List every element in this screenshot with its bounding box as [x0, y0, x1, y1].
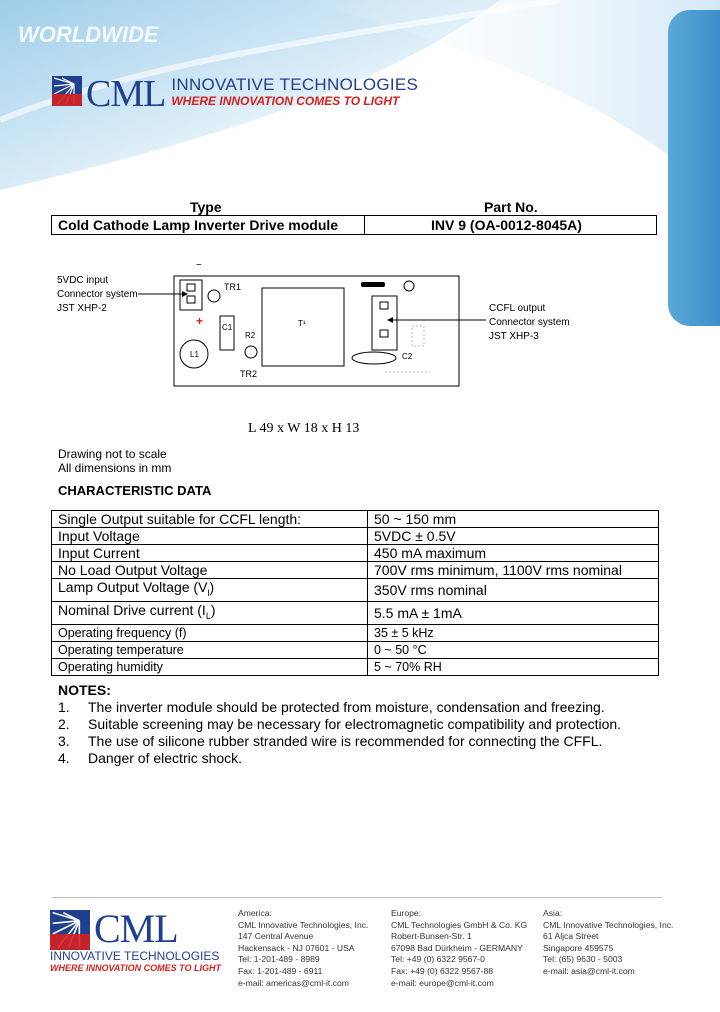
c1-label: C1 [222, 323, 233, 332]
small-component-1 [404, 281, 414, 291]
table-row [52, 601, 659, 624]
output-arrowhead [387, 317, 393, 323]
l1-label: L1 [190, 350, 199, 359]
char-label: Operating frequency (f) [52, 624, 368, 641]
tr1-component [208, 290, 220, 302]
table-row [52, 511, 659, 528]
output-label-line3: JST XHP-3 [489, 331, 539, 342]
characteristic-table [51, 510, 659, 676]
char-label: No Load Output Voltage [52, 562, 368, 579]
part-value: INV 9 (OA-0012-8045A) [365, 216, 657, 235]
char-value: 350V rms nominal [368, 579, 659, 602]
type-header: Type [190, 199, 222, 215]
output-pin-1 [380, 302, 388, 309]
c2-label: C2 [402, 352, 413, 361]
char-value: 5.5 mA ± 1mA [368, 601, 659, 624]
input-label-line2: Connector system [57, 289, 138, 300]
char-label: Operating humidity [52, 658, 368, 675]
type-value: Cold Cathode Lamp Inverter Drive module [52, 216, 365, 235]
table-row [52, 624, 659, 641]
minus-sign: − [196, 260, 202, 271]
drawing-note-units: All dimensions in mm [58, 461, 172, 475]
company-logo [52, 73, 419, 115]
char-value: 700V rms minimum, 1100V rms nominal [368, 562, 659, 579]
footer-logo [50, 906, 221, 974]
drawing-note-scale: Drawing not to scale [58, 447, 167, 461]
c2-component [352, 352, 396, 364]
company-name: INNOVATIVE TECHNOLOGIES [171, 75, 419, 94]
table-row [52, 545, 659, 562]
output-pin-2 [380, 330, 388, 337]
input-pin-2 [187, 296, 195, 303]
t1-label: T¹ [298, 319, 306, 328]
list-item: 4. Danger of electric shock. [58, 750, 243, 766]
char-value: 35 ± 5 kHz [368, 624, 659, 641]
plus-sign: + [196, 314, 204, 328]
company-slogan: WHERE INNOVATION COMES TO LIGHT [171, 94, 400, 108]
faint-component [412, 326, 424, 346]
table-row [52, 528, 659, 545]
notes-list [58, 699, 621, 767]
notes-title: NOTES: [58, 682, 111, 698]
char-value: 50 ~ 150 mm [368, 511, 659, 528]
part-header: Part No. [484, 199, 538, 215]
table-row [52, 641, 659, 658]
char-label: Input Voltage [52, 528, 368, 545]
brand-name: CML [86, 73, 166, 115]
char-label: Input Current [52, 545, 368, 562]
list-item: 3. The use of silicone rubber stranded wire is recommended for connecting the CFFL. [58, 733, 603, 749]
char-value: 0 ~ 50 °C [368, 641, 659, 658]
footer-slogan: WHERE INNOVATION COMES TO LIGHT [50, 963, 221, 973]
table-row [52, 562, 659, 579]
dimensions-text: L 49 x W 18 x H 13 [248, 421, 360, 436]
list-item: 1. The inverter module should be protected from moisture, condensation and freezing. [58, 699, 605, 715]
r2-label: R2 [245, 331, 256, 340]
starburst-logo-icon [52, 76, 82, 106]
table-row [52, 579, 659, 602]
output-label-line2: Connector system [489, 317, 570, 328]
char-label: Single Output suitable for CCFL length: [52, 511, 368, 528]
char-label-lamp-voltage: Lamp Output Voltage $(V_l)$ [52, 579, 368, 602]
input-label-line1: 5VDC input [57, 275, 109, 286]
address-america: America: CML Innovative Technologies, Inc. 147 Central Avenue Hackensack - NJ 07601 - USA Tel: 1-201-489 - 8989 Fax: 1-201-489 - 6911 e-mail: americas@cml-it.com [238, 908, 369, 988]
side-tab-decoration [668, 10, 720, 326]
c1-component [220, 316, 234, 350]
address-asia: Asia: CML Innovative Technologies, Inc. 61 Aljca Street Singapore 459575 Tel: (65) 9630 - 5003 e-mail: asia@cml-it.com [543, 908, 674, 976]
type-table [51, 215, 657, 235]
tr1-label: TR1 [224, 282, 242, 292]
output-connector [372, 296, 397, 350]
list-item: 2. Suitable screening may be necessary for electromagnetic compatibility and protection. [58, 716, 622, 732]
input-pin-1 [187, 284, 195, 291]
pcb-outline [174, 276, 459, 386]
char-value: 5VDC ± 0.5V [368, 528, 659, 545]
tr2-label: TR2 [240, 369, 258, 379]
r2-component [245, 346, 257, 358]
footer-brand-name: CML [94, 906, 178, 951]
address-europe: Europe: CML Technologies GmbH & Co. KG Robert-Bunsen-Str. 1 67098 Bad Dürkheim - GERMANY Tel: +49 (0) 6322 9567-0 Fax: +49 (0) 6322 9567-88 e-mail: europe@cml-it.com [391, 908, 528, 988]
output-label-line1: CCFL output [489, 303, 546, 314]
char-value: 5 ~ 70% RH [368, 658, 659, 675]
starburst-logo-icon [50, 910, 90, 950]
module-drawing [40, 256, 640, 391]
worldwide-watermark: WORLDWIDE [18, 22, 159, 47]
char-label-drive-current: Nominal Drive current $(I_L)$ [52, 601, 368, 624]
table-row [52, 658, 659, 675]
char-value: 450 mA maximum [368, 545, 659, 562]
characteristic-title: CHARACTERISTIC DATA [58, 483, 212, 498]
footer-divider [52, 897, 662, 898]
footer-company-name: INNOVATIVE TECHNOLOGIES [50, 949, 220, 963]
input-label-line3: JST XHP-2 [57, 303, 107, 314]
top-bar-component [361, 282, 385, 287]
char-label: Operating temperature [52, 641, 368, 658]
